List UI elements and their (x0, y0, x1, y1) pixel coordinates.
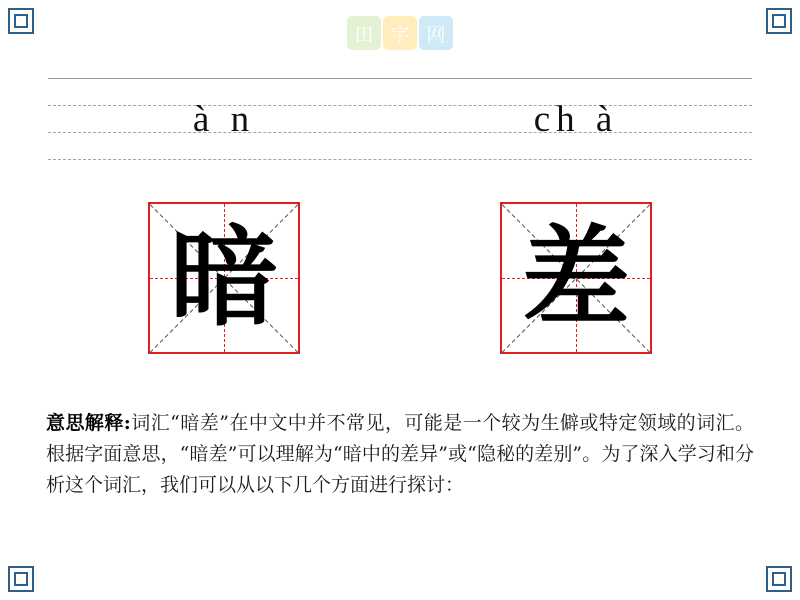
corner-inner-frame (772, 572, 786, 586)
corner-ornament-top-left (8, 8, 34, 34)
character-practice-row (48, 198, 752, 358)
explanation-paragraph (46, 408, 754, 500)
corner-inner-frame (14, 14, 28, 28)
site-watermark-logo (347, 16, 453, 50)
character-glyph-1: 暗 (169, 215, 278, 341)
corner-inner-frame (772, 14, 786, 28)
watermark-char-1: 田 (347, 16, 381, 50)
corner-ornament-bottom-left (8, 566, 34, 592)
watermark-char-3: 网 (419, 16, 453, 50)
pinyin-four-line-grid (48, 78, 752, 160)
pinyin-row (48, 78, 752, 160)
tianzige-box-1 (148, 202, 300, 354)
explanation-label: 意思解释: (46, 412, 131, 434)
corner-inner-frame (14, 572, 28, 586)
tianzige-box-2 (500, 202, 652, 354)
corner-ornament-bottom-right (766, 566, 792, 592)
corner-ornament-top-right (766, 8, 792, 34)
pinyin-cell-2: ch à (533, 98, 619, 140)
character-glyph-2: 差 (521, 215, 630, 341)
character-cell-2 (400, 198, 752, 358)
pinyin-cell-1: à n (192, 98, 256, 140)
character-cell-1 (48, 198, 400, 358)
explanation-body: 词汇“暗差”在中文中并不常见，可能是一个较为生僻或特定领域的词汇。根据字面意思，“暗差”可以理解为“暗中的差异”或“隐秘的差别”。为了深入学习和分析这个词汇，我们可以从以下几个方面进行探讨： (46, 412, 754, 496)
watermark-char-2: 字 (383, 16, 417, 50)
